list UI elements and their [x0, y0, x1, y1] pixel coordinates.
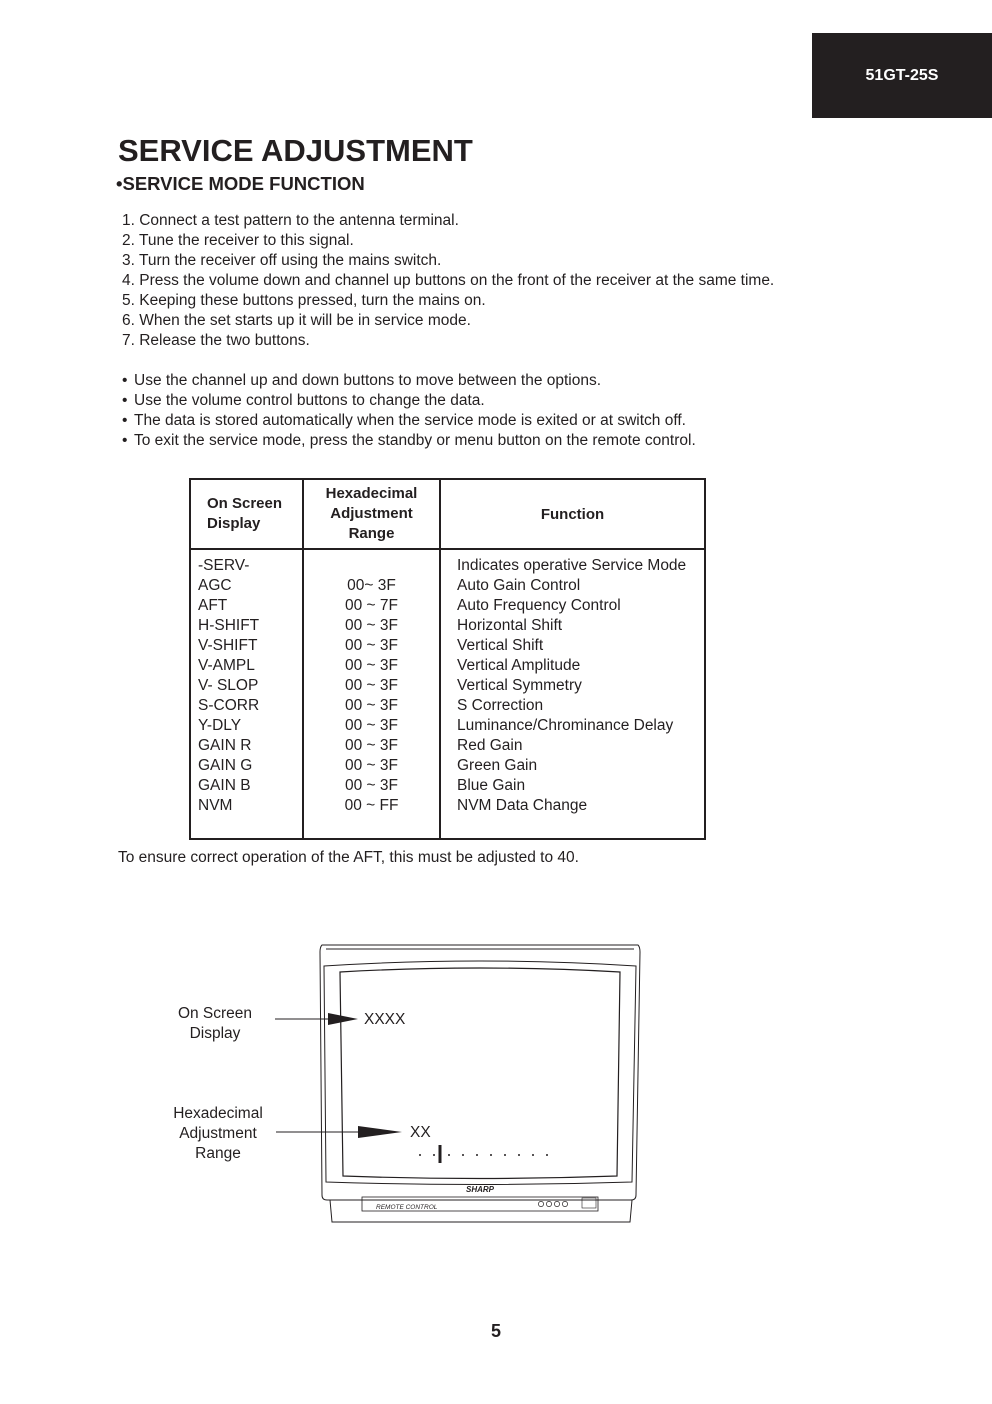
table-cell: H-SHIFT — [198, 617, 260, 634]
table-cell: 00 ~ 3F — [345, 717, 398, 734]
panel-label: REMOTE CONTROL — [376, 1204, 438, 1211]
table-cell: GAIN R — [198, 737, 252, 754]
level-marker — [439, 1145, 442, 1163]
step-item: 4. Press the volume down and channel up buttons on the front of the receiver at the same time. — [122, 272, 775, 289]
table-cell: GAIN B — [198, 777, 251, 794]
label-on-screen-display: On Screen Display — [177, 1005, 253, 1042]
section-subtitle: •SERVICE MODE FUNCTION — [116, 173, 365, 194]
step-item: 3. Turn the receiver off using the mains switch. — [122, 252, 442, 269]
table-cell: 00 ~ 3F — [345, 617, 398, 634]
table-cell: S Correction — [457, 697, 544, 714]
level-indicator — [419, 1145, 548, 1163]
note-item: • To exit the service mode, press the standby or menu button on the remote control. — [122, 432, 696, 449]
column-header-display: On Screen Display — [190, 479, 303, 549]
osd-display-text: XXXX — [364, 1011, 406, 1028]
table-cell: 00 ~ 3F — [345, 757, 398, 774]
table-cell: S-CORR — [198, 697, 260, 714]
step-item: 1. Connect a test pattern to the antenna terminal. — [122, 212, 459, 229]
note-item: • Use the volume control buttons to change the data. — [122, 392, 485, 409]
table-cell: Indicates operative Service Mode — [457, 557, 687, 574]
table-cell: NVM — [198, 797, 233, 814]
table-cell: Luminance/Chrominance Delay — [457, 717, 674, 734]
level-dot — [532, 1154, 534, 1156]
button-icon — [546, 1201, 551, 1206]
step-item: 5. Keeping these buttons pressed, turn the mains on. — [122, 292, 486, 309]
button-icon — [554, 1201, 559, 1206]
level-dot — [462, 1154, 464, 1156]
table-cell: Vertical Symmetry — [457, 677, 582, 694]
table-cell: Y-DLY — [198, 717, 242, 734]
model-number: 51GT-25S — [865, 66, 939, 84]
table-cell: 00 ~ 3F — [345, 697, 398, 714]
table-cell: V-AMPL — [198, 657, 255, 674]
table-cell: 00 ~ 3F — [345, 657, 398, 674]
level-dot — [448, 1154, 450, 1156]
table-cell: 00 ~ 3F — [345, 777, 398, 794]
button-icon — [562, 1201, 567, 1206]
table-cell: Auto Gain Control — [457, 577, 581, 594]
step-item: 6. When the set starts up it will be in service mode. — [122, 312, 471, 329]
note-item: • Use the channel up and down buttons to move between the options. — [122, 372, 602, 389]
page-number: 5 — [490, 1321, 501, 1341]
arrow-head-icon — [328, 1013, 358, 1025]
label-hex-range: Hexadecimal Adjustment Range — [173, 1105, 263, 1162]
table-cell: 00~ 3F — [347, 577, 396, 594]
table-cell: GAIN G — [198, 757, 253, 774]
table-cell: Red Gain — [457, 737, 523, 754]
step-item: 7. Release the two buttons. — [122, 332, 310, 349]
column-header-range: Hexadecimal Adjustment Range — [303, 479, 440, 549]
tv-cabinet — [320, 945, 640, 1200]
level-dot — [433, 1154, 435, 1156]
level-dot — [518, 1154, 520, 1156]
table-cell: 00 ~ 3F — [345, 737, 398, 754]
bullet-icon: • — [122, 412, 128, 429]
aft-footnote: To ensure correct operation of the AFT, this must be adjusted to 40. — [118, 849, 579, 866]
tv-bezel — [324, 961, 636, 1185]
page-title: SERVICE ADJUSTMENT — [118, 133, 473, 168]
osd-range-text: XX — [410, 1124, 431, 1141]
table-cell: AFT — [198, 597, 228, 614]
table-cell: Blue Gain — [457, 777, 526, 794]
table-cell: Vertical Shift — [457, 637, 544, 654]
note-item: • The data is stored automatically when the service mode is exited or at switch off. — [122, 412, 686, 429]
bullet-icon: • — [122, 432, 128, 449]
bullet-icon: • — [122, 372, 128, 389]
table-cell: 00 ~ FF — [344, 797, 399, 814]
brand-logo: SHARP — [465, 1185, 495, 1194]
table-cell: Vertical Amplitude — [457, 657, 581, 674]
table-cell: Auto Frequency Control — [457, 597, 621, 614]
level-dot — [504, 1154, 506, 1156]
step-item: 2. Tune the receiver to this signal. — [122, 232, 354, 249]
level-dot — [476, 1154, 478, 1156]
table-cell: V- SLOP — [198, 677, 259, 694]
table-cell: NVM Data Change — [457, 797, 588, 814]
table-cell: Green Gain — [457, 757, 538, 774]
button-icon — [538, 1201, 543, 1206]
level-dot — [490, 1154, 492, 1156]
table-cell: -SERV- — [198, 557, 250, 574]
column-header-function: Function — [440, 479, 705, 549]
arrow-head-icon — [358, 1126, 402, 1138]
table-cell: 00 ~ 3F — [345, 677, 398, 694]
table-cell: AGC — [198, 577, 232, 594]
level-dot — [546, 1154, 548, 1156]
table-cell: Horizontal Shift — [457, 617, 563, 634]
bullet-icon: • — [122, 392, 128, 409]
table-cell: 00 ~ 3F — [345, 637, 398, 654]
level-dot — [419, 1154, 421, 1156]
table-cell: 00 ~ 7F — [345, 597, 398, 614]
tv-screen — [340, 968, 620, 1179]
table-cell: V-SHIFT — [198, 637, 258, 654]
